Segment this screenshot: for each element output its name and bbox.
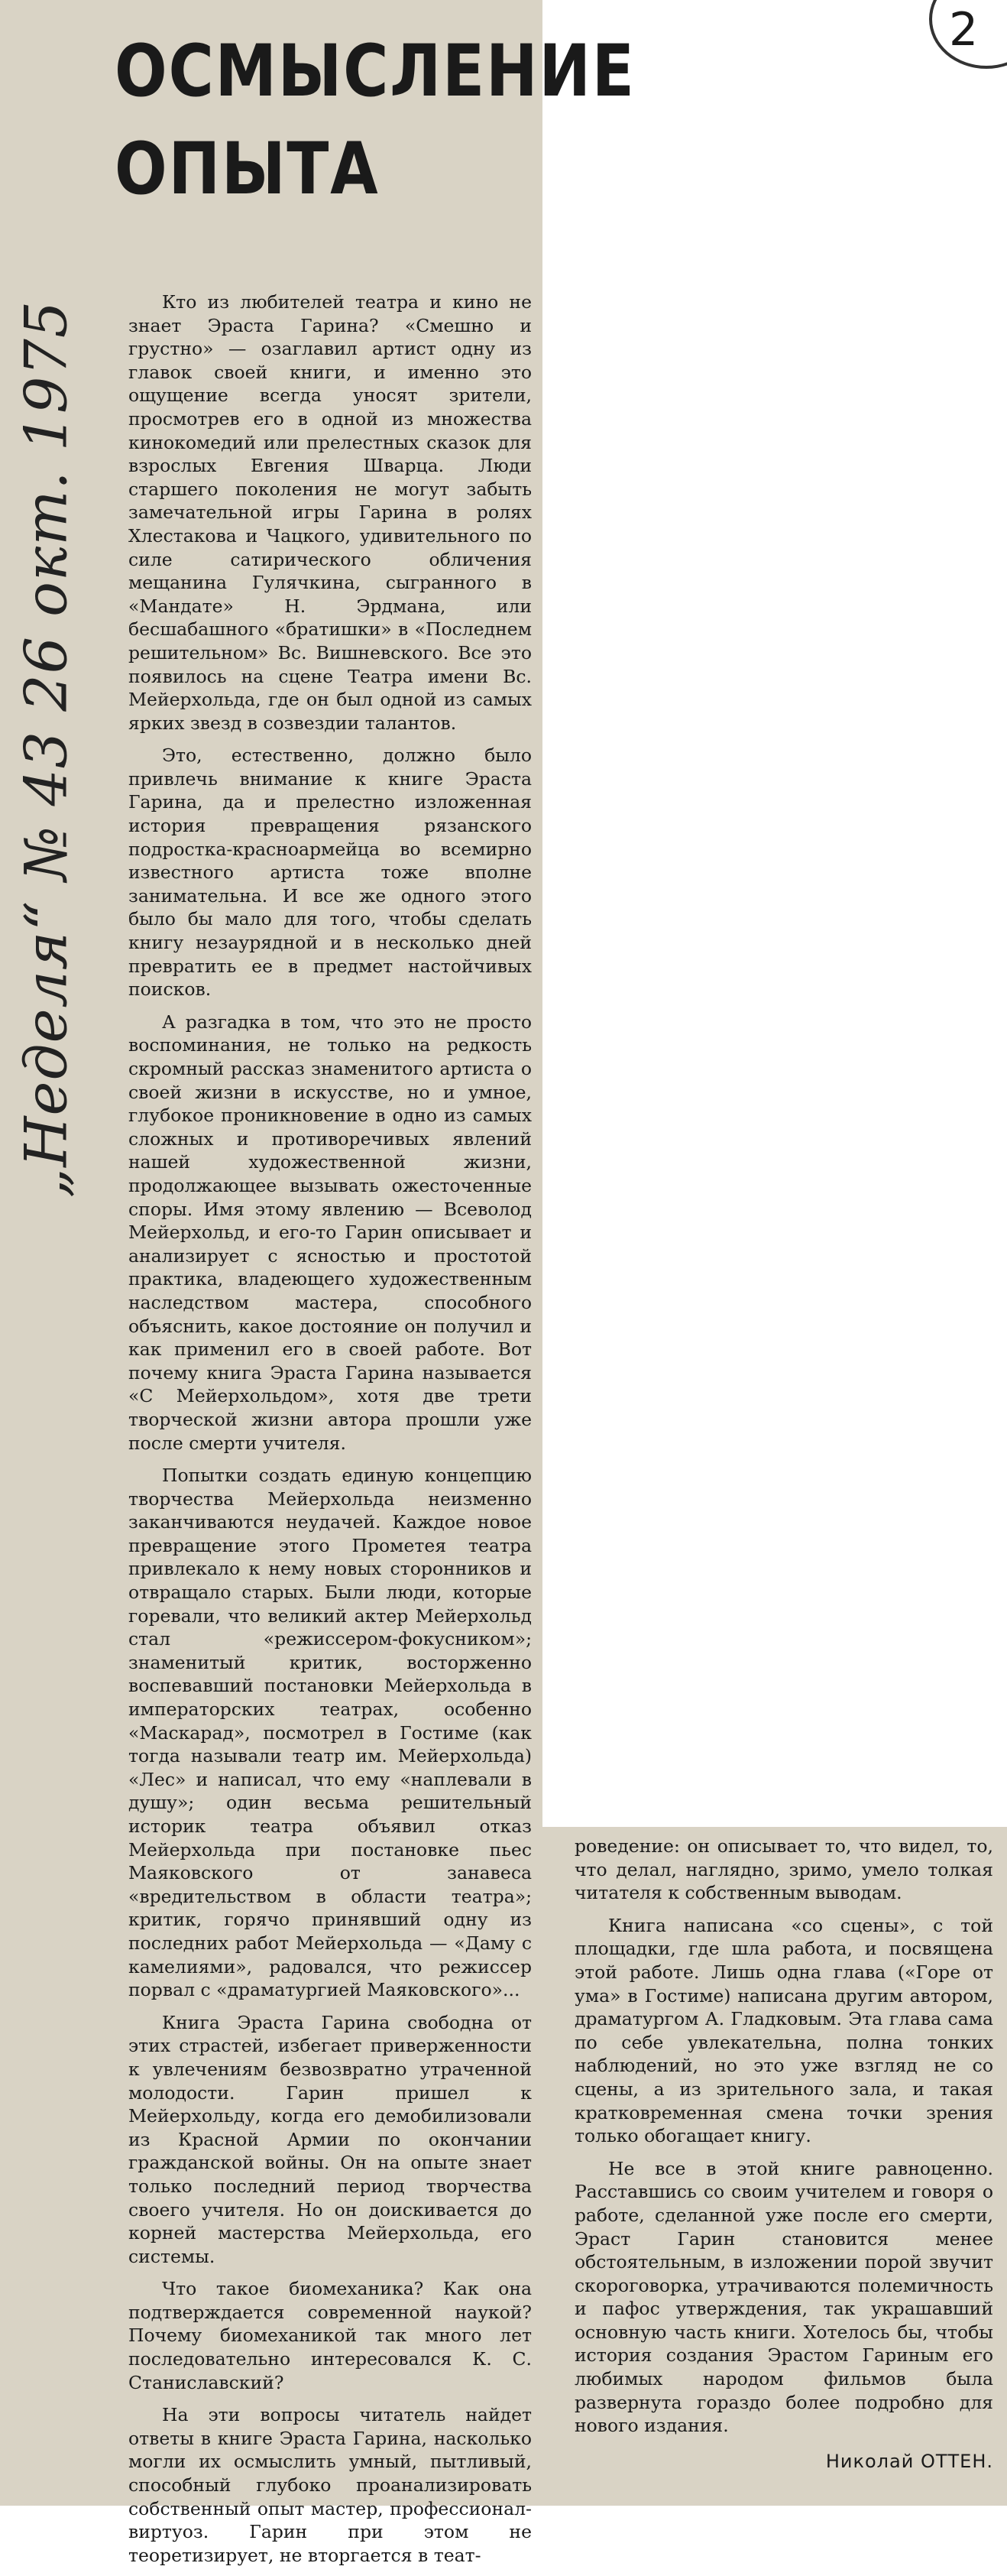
paragraph: Кто из любителей театра и кино не знает Эраста Гарина? «Смешно и грустно» — озаглавил артист одну из главок своей книги, и именно это ощущение всегда уносят зрители, просмотрев его в одной из множества кинокомедий или прелестных сказок для взрослых Евгения Шварца. Люди старшего поколения не могут забыть замечательной игры Гарина в ролях Хлестакова и Чацкого, удивительного по силе сатирического обличения мещанина Гулячкина, сыгранного в «Мандате» Н. Эрдмана, или бесшабашного «братишки» в «Последнем решительном» Вс. Вишневского. Все это появилось на сцене Театра имени Вс. Мейерхольда, где он был одной из самых ярких звезд в созвездии талантов.: [128, 291, 532, 734]
article-headline: [115, 23, 636, 219]
page-number: 2: [929, 0, 1007, 69]
paragraph: А разгадка в том, что это не просто воспоминания, не только на редкость скромный рассказ знаменитого артиста о своей жизни в искусстве, но и умное, глубокое проникновение в одно из самых сложных и противоречивых явлений нашей художественной жизни, продолжающее вызывать ожесточенные споры. Имя этому явлению — Всеволод Мейерхольд, и его-то Гарин описывает и анализирует с ясностью и простотой практика, владеющего художественным наследством мастера, способного объяснить, какое достояние он получил и как применил его в своей работе. Вот почему книга Эраста Гарина называется «С Мейерхольдом», хотя две трети творческой жизни автора прошли уже после смерти учителя.: [128, 1011, 532, 1454]
paragraph: На эти вопросы читатель найдет ответы в книге Эраста Гарина, насколько могли их осмыслить умный, пытливый, способный глубоко проанализировать собственный опыт мастер, профессионал-виртуоз. Гарин при этом не теоретизирует, не вторгается в теат-: [128, 2404, 532, 2566]
paragraph: Книга написана «со сцены», с той площадки, где шла работа, и посвящена этой работе. Лишь одна глава («Горе от ума» в Гостиме) написана другим автором, драматургом А. Гладковым. Эта глава сама по себе увлекательна, полна тонких наблюдений, но это уже взгляд не со сцены, а из зрительного зала, и такая кратковременная смена точки зрения только обогащает книгу.: [575, 1914, 993, 2147]
headline-line-2: ОПЫТА: [115, 128, 380, 211]
paragraph: Не все в этой книге равноценно. Расставшись со своим учителем и говоря о работе, сделанной уже после его смерти, Эраст Гарин становится менее обстоятельным, в изложении порой звучит скороговорка, утрачиваются полемичность и пафос утверждения, так украшавший основную часть книги. Хотелось бы, чтобы история создания Эрастом Гариным его любимых народом фильмов была развернута гораздо более подробно для нового издания.: [575, 2157, 993, 2437]
paragraph: роведение: он описывает то, что видел, то, что делал, наглядно, зримо, умело толкая читателя к собственным выводам.: [575, 1835, 993, 1904]
author-signature: Николай ОТТЕН.: [825, 2450, 993, 2472]
paragraph: Попытки создать единую концепцию творчества Мейерхольда неизменно заканчиваются неудачей. Каждое новое превращение этого Прометея театра привлекало к нему новых сторонников и отвращало старых. Были люди, которые горевали, что великий актер Мейерхольд стал «режиссером-фокусником»; знаменитый критик, восторженно воспевавший постановки Мейерхольда в императорских театрах, особенно «Маскарад», посмотрел в Гостиме (как тогда называли театр им. Мейерхольда) «Лес» и написал, что ему «наплевали в душу»; один весьма решительный историк театра объявил отказ Мейерхольда при постановке пьес Маяковского от занавеса «вредительством в области театра»; критик, горячо принявший одну из последних работ Мейерхольда — «Даму с камелиями», радовался, что режиссер порвал с «драматургией Маяковского»...: [128, 1465, 532, 2001]
paragraph: Книга Эраста Гарина свободна от этих страстей, избегает приверженности к увлечениям безвозвратно утраченной молодости. Гарин пришел к Мейерхольду, когда его демобилизовали из Красной Армии по окончании гражданской войны. Он на опыте знает только последний период творчества своего учителя. Но он доискивается до корней мастерства Мейерхольда, его системы.: [128, 2011, 532, 2267]
article-column-2: [575, 1835, 993, 2473]
paragraph: Это, естественно, должно было привлечь внимание к книге Эраста Гарина, да и прелестно изложенная история превращения рязанского подростка-красноармейца во всемирно известного артиста тоже вполне занимательна. И все же одного этого было бы мало для того, чтобы сделать книгу незаурядной и в несколько дней превратить ее в предмет настойчивых поисков.: [128, 745, 532, 1001]
article-column-1: [128, 290, 532, 2576]
headline-line-1: ОСМЫСЛЕНИЕ: [115, 30, 636, 113]
paragraph: Что такое биомеханика? Как она подтверждается современной наукой? Почему биомеханикой так много лет последовательно интересовался К. С. Станиславский?: [128, 2278, 532, 2393]
handwritten-note-text: „Неделя“ № 43 26 окт. 1975: [11, 300, 80, 1199]
handwritten-note: [8, 61, 84, 1437]
